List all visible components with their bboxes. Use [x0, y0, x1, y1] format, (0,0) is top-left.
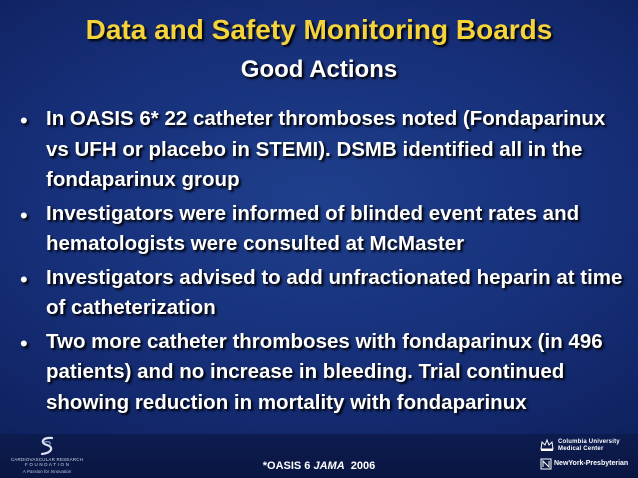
columbia-name: Columbia University Medical Center [558, 439, 620, 452]
bullet-text: Investigators advised to add unfractionated heparin at time of catheterization [46, 265, 623, 319]
bullet-list [18, 104, 624, 421]
bullet-item [18, 199, 624, 260]
crf-name: CARDIOVASCULAR RESEARCH F O U N D A T I O N [10, 457, 84, 467]
citation: *OASIS 6 JAMA 2006 [262, 460, 376, 472]
bullet-text: In OASIS 6* 22 catheter thromboses noted (Fondaparinux vs UFH or placebo in STEMI). DSMB identified all in the fondaparinux group [46, 107, 606, 191]
crf-swirl-icon [32, 436, 62, 456]
bullet-icon: • [20, 202, 28, 228]
crf-tagline: A Passion for Innovation [22, 469, 72, 474]
nyp-icon [540, 458, 552, 470]
bullet-item [18, 263, 624, 324]
bullet-item [18, 104, 624, 196]
bullet-icon: • [20, 330, 28, 356]
bullet-text: Investigators were informed of blinded event rates and hematologists were consulted at McMaster [46, 201, 580, 255]
bullet-icon: • [20, 266, 28, 292]
bullet-item [18, 327, 624, 419]
nyp-name: NewYork-Presbyterian [554, 460, 629, 467]
bullet-icon: • [20, 108, 28, 133]
slide-subtitle: Good Actions [240, 56, 398, 83]
columbia-nyp-logo [540, 438, 636, 476]
bullet-text: Two more catheter thromboses with fondaparinux (in 496 patients) and no increase in bleeding. Trial continued showing reduction in mortality with fondaparinux [46, 329, 603, 414]
slide-title: Data and Safety Monitoring Boards [85, 14, 553, 45]
crown-icon [540, 438, 554, 452]
